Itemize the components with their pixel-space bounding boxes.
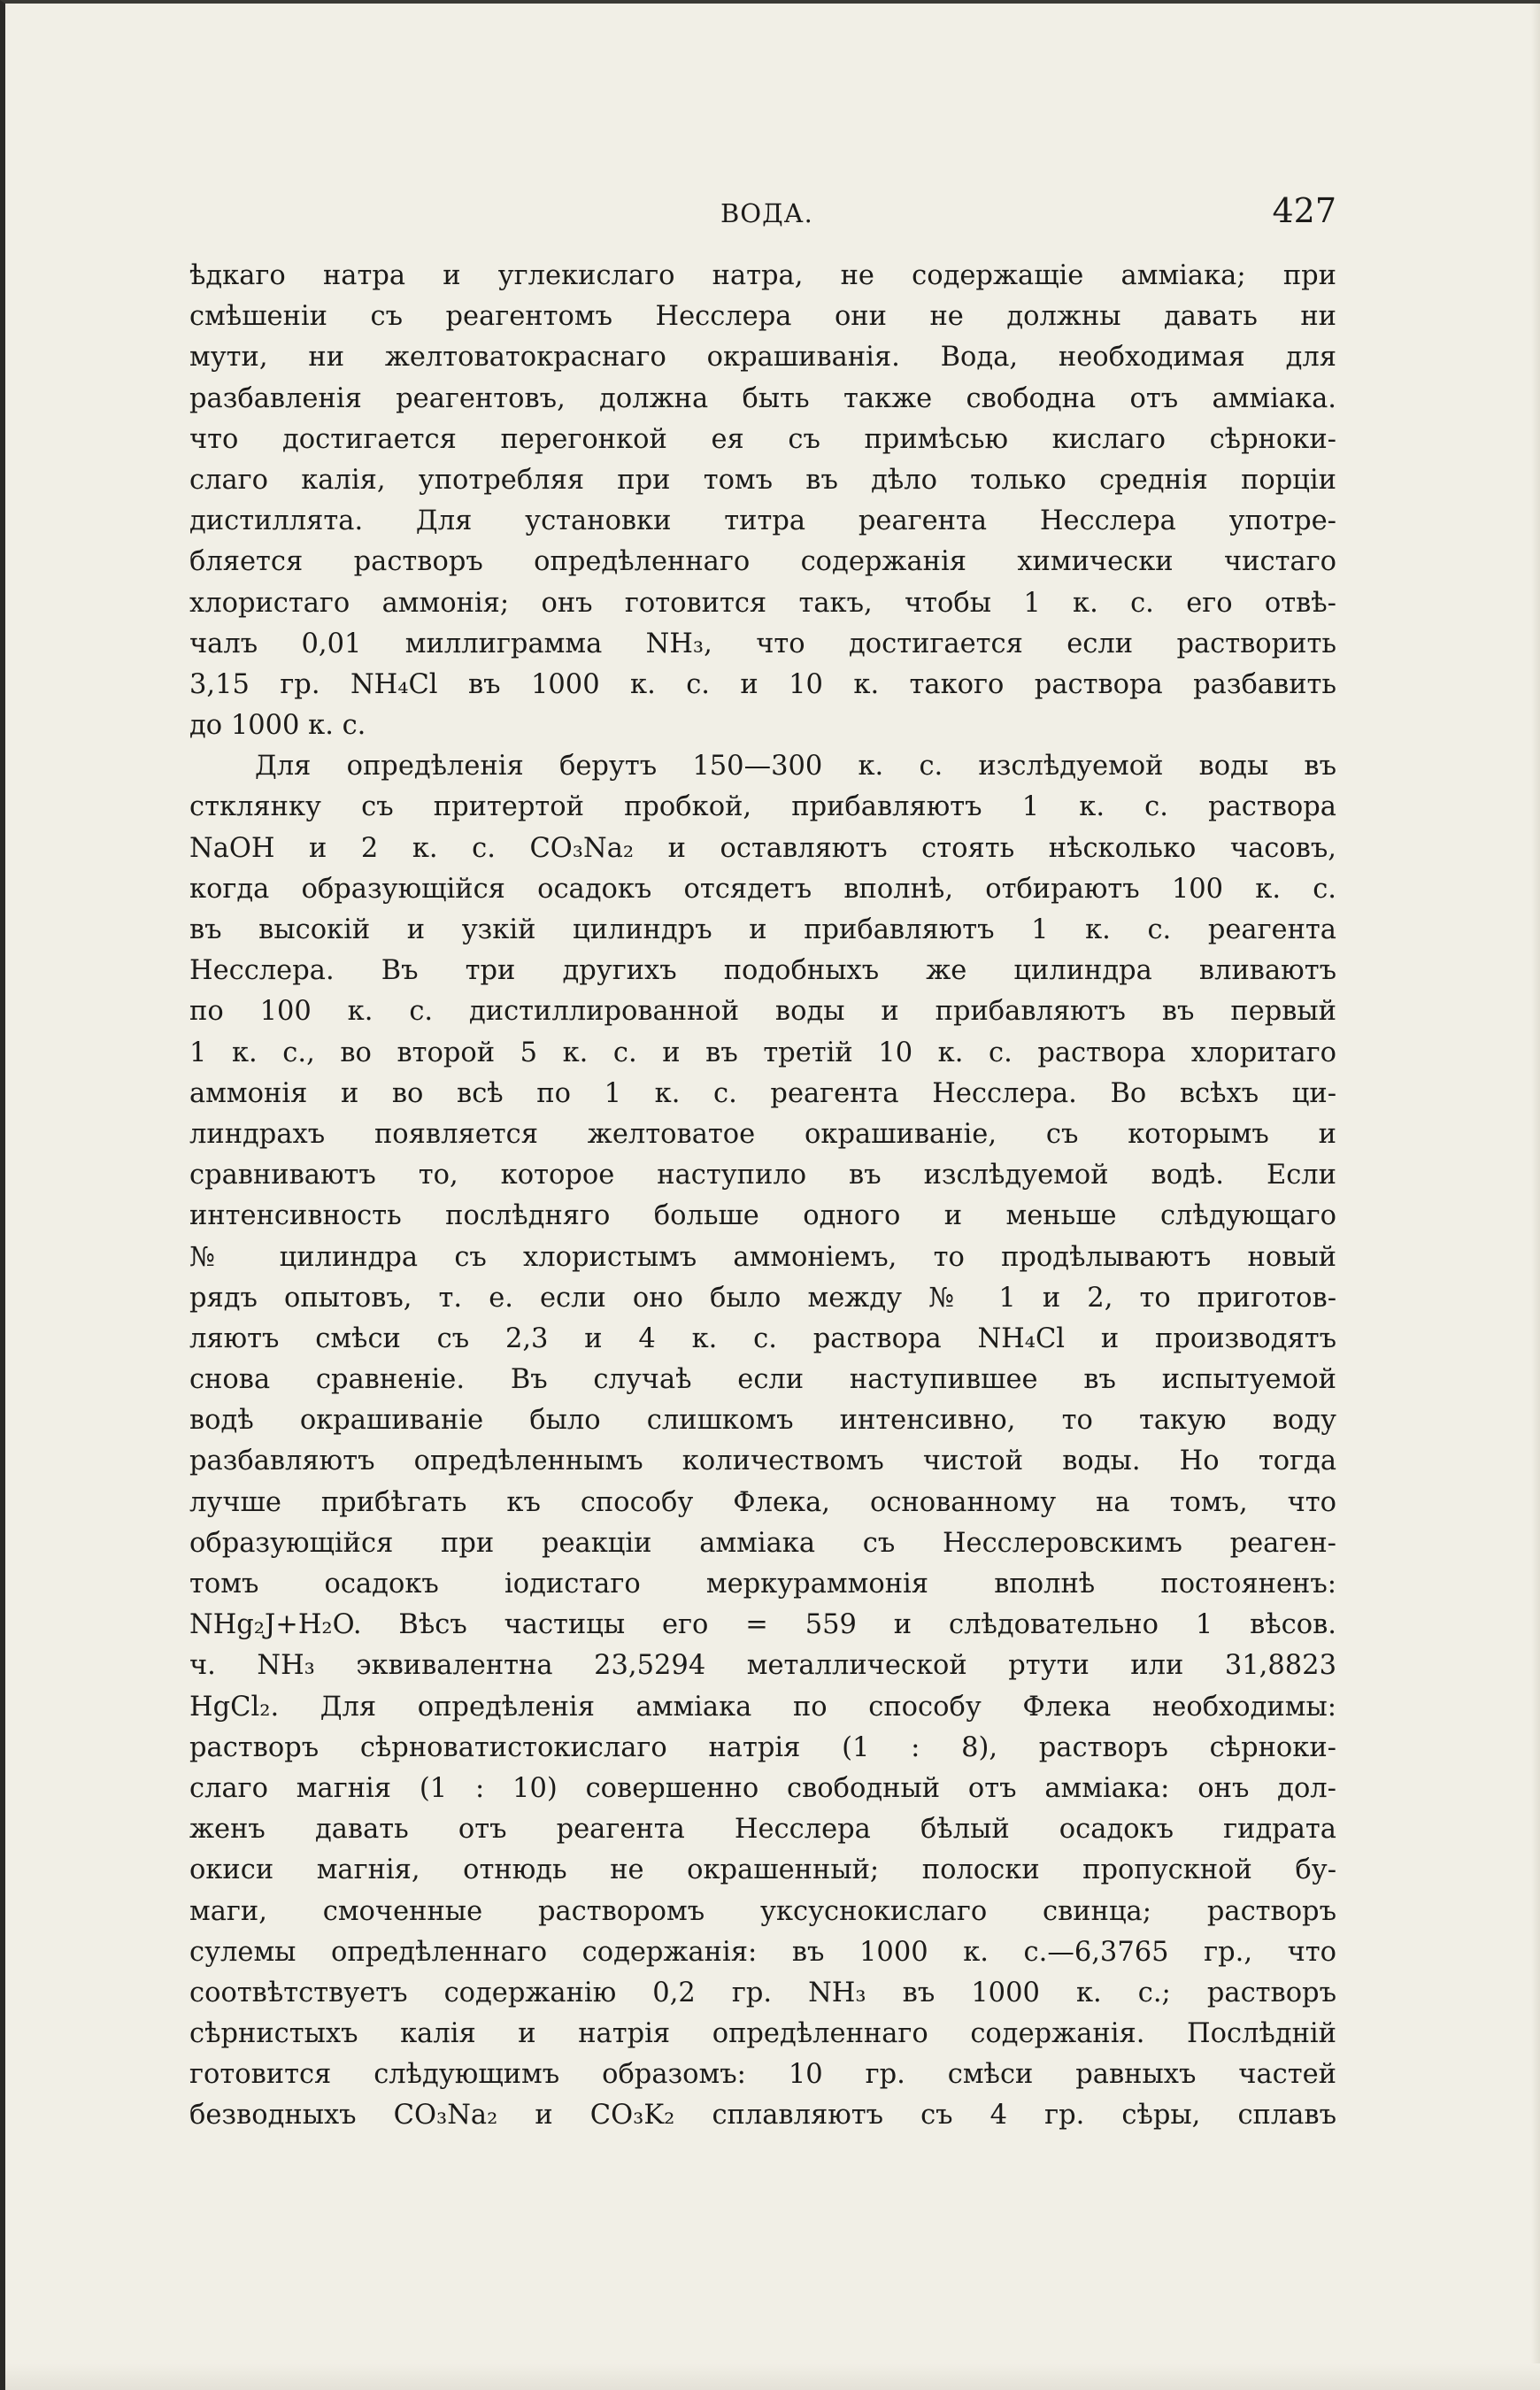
text-line: хлористаго аммонія; онъ готовится такъ, чтобы 1 к. с. его отвѣ- [189, 587, 1336, 619]
text-line: образующійся при реакціи амміака съ Несслеровскимъ реаген- [189, 1527, 1336, 1559]
text-line: окиси магнія, отнюдь не окрашенный; полоски пропускной бу- [189, 1854, 1336, 1886]
text-line: чалъ 0,01 миллиграмма NH₃, что достигается если растворить [189, 628, 1336, 659]
page-header [189, 189, 1336, 234]
text-line: водѣ окрашиваніе было слишкомъ интенсивно, то такую воду [189, 1405, 1336, 1437]
text-line: Для опредѣленія берутъ 150—300 к. с. изслѣдуемой воды въ [255, 751, 1336, 783]
text-line: ѣдкаго натра и углекислаго натра, не содержащіе амміака; при [189, 260, 1336, 291]
text-line: слаго калія, употребляя при томъ въ дѣло только среднія порціи [189, 464, 1336, 496]
text-line: слаго магнія (1 : 10) совершенно свободный отъ амміака: онъ дол- [189, 1772, 1336, 1804]
text-line: когда образующійся осадокъ отсядетъ вполнѣ, отбираютъ 100 к. с. [189, 873, 1336, 905]
text-line: что достигается перегонкой ея съ примѣсью кислаго сѣрноки- [189, 423, 1336, 455]
text-line: маги, смоченные растворомъ уксуснокислаго свинца; растворъ [189, 1895, 1336, 1927]
text-line: № цилиндра съ хлористымъ аммоніемъ, то продѣлываютъ новый [189, 1241, 1336, 1273]
text-line: линдрахъ появляется желтоватое окрашиваніе, съ которымъ и [189, 1118, 1336, 1150]
text-line: до 1000 к. с. [189, 710, 366, 742]
text-line: смѣшеніи съ реагентомъ Несслера они не должны давать ни [189, 301, 1336, 333]
text-line: соотвѣтствуетъ содержанію 0,2 гр. NH₃ въ 1000 к. с.; растворъ [189, 1977, 1336, 2008]
text-line: въ высокій и узкій цилиндръ и прибавляютъ 1 к. с. реагента [189, 914, 1336, 945]
text-line: безводныхъ CO₃Na₂ и CO₃K₂ сплавляютъ съ 4 гр. сѣры, сплавъ [189, 2100, 1336, 2132]
text-line: стклянку съ притертой пробкой, прибавляютъ 1 к. с. раствора [189, 791, 1336, 823]
text-line: HgCl₂. Для опредѣленія амміака по способу Флека необходимы: [189, 1691, 1336, 1723]
text-line: ч. NH₃ эквивалентна 23,5294 металлической ртути или 31,8823 [189, 1650, 1336, 1682]
text-line: аммонія и во всѣ по 1 к. с. реагента Несслера. Во всѣхъ ци- [189, 1077, 1336, 1109]
text-line: 3,15 гр. NH₄Cl въ 1000 к. с. и 10 к. такого раствора разбавить [189, 668, 1336, 700]
text-line: бляется растворъ опредѣленнаго содержанія химически чистаго [189, 546, 1336, 578]
text-line: рядъ опытовъ, т. е. если оно было между № 1 и 2, то приготов- [189, 1282, 1336, 1314]
text-line: снова сравненіе. Въ случаѣ если наступившее въ испытуемой [189, 1364, 1336, 1396]
text-line: 1 к. с., во второй 5 к. с. и въ третій 10 к. с. раствора хлоритаго [189, 1037, 1336, 1068]
text-line: мути, ни желтоватокраснаго окрашиванія. Вода, необходимая для [189, 342, 1336, 374]
scan-edge-bottom [5, 2363, 1540, 2390]
text-line: растворъ сѣрноватистокислаго натрія (1 : 8), растворъ сѣрноки- [189, 1731, 1336, 1763]
text-line: интенсивность послѣдняго больше одного и меньше слѣдующаго [189, 1200, 1336, 1232]
text-line: по 100 к. с. дистиллированной воды и прибавляютъ въ первый [189, 996, 1336, 1028]
text-line: разбавляютъ опредѣленнымъ количествомъ чистой воды. Но тогда [189, 1446, 1336, 1477]
text-line: NaOH и 2 к. с. CO₃Na₂ и оставляютъ стоять нѣсколько часовъ, [189, 832, 1336, 864]
text-line: готовится слѣдующимъ образомъ: 10 гр. смѣси равныхъ частей [189, 2059, 1336, 2091]
text-line: разбавленія реагентовъ, должна быть также свободна отъ амміака. [189, 382, 1336, 414]
text-line: лучше прибѣгать къ способу Флека, основанному на томъ, что [189, 1486, 1336, 1518]
scan-edge-right [1531, 4, 1540, 2390]
text-line: женъ давать отъ реагента Несслера бѣлый осадокъ гидрата [189, 1814, 1336, 1846]
running-title: ВОДА. [720, 198, 813, 228]
text-line: сравниваютъ то, которое наступило въ изслѣдуемой водѣ. Если [189, 1160, 1336, 1191]
text-line: Несслера. Въ три другихъ подобныхъ же цилиндра вливаютъ [189, 955, 1336, 987]
body-text [189, 256, 1336, 2137]
text-line: сулемы опредѣленнаго содержанія: въ 1000 к. с.—6,3765 гр., что [189, 1936, 1336, 1968]
text-line: ляютъ смѣси съ 2,3 и 4 к. с. раствора NH₄Cl и производятъ [189, 1322, 1336, 1354]
text-line: сѣрнистыхъ калія и натрія опредѣленнаго содержанія. Послѣдній [189, 2018, 1336, 2050]
text-line: NHg₂J+H₂O. Вѣсъ частицы его = 559 и слѣдовательно 1 вѣсов. [189, 1609, 1336, 1641]
text-line: дистиллята. Для установки титра реагента Несслера употре- [189, 505, 1336, 537]
page-number: 427 [1272, 191, 1336, 230]
text-line: томъ осадокъ іодистаго меркураммонія вполнѣ постояненъ: [189, 1569, 1336, 1600]
